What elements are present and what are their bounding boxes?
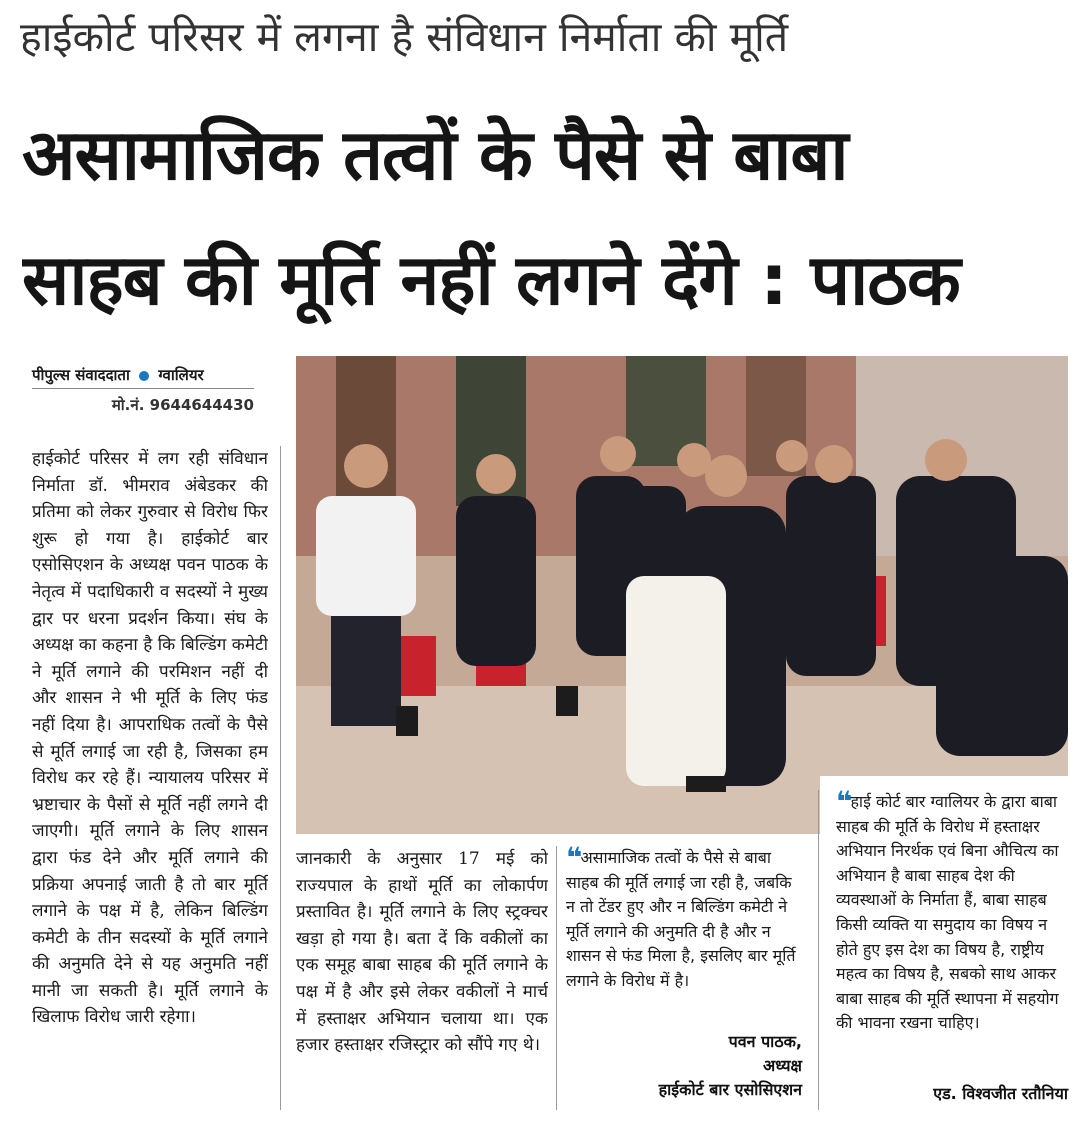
quote-box-2 <box>836 790 1068 1080</box>
quote-1-role: अध्यक्ष <box>763 1056 802 1075</box>
protest-photo-illustration <box>296 356 1068 834</box>
byline <box>32 362 254 389</box>
column-rule-2 <box>556 846 557 1110</box>
byline-author: पीपुल्स संवाददाता <box>32 366 130 384</box>
quote-mark-icon: ❝ <box>836 790 847 818</box>
news-photo <box>296 356 1068 834</box>
article-column-2: जानकारी के अनुसार 17 मई को राज्यपाल के हाथों मूर्ति का लोकार्पण प्रस्तावित है। मूर्ति लगाने के लिए स्ट्रक्चर खड़ा हो गया है। बता दें कि वकीलों का एक समूह बाबा साहब की मूर्ति लगाने के पक्ष में है और इसे लेकर वकीलों ने मार्च में हस्ताक्षर अभियान चलाया था। एक हजार हस्ताक्षर रजिस्ट्रार को सौंपे गए थे। <box>296 849 548 1056</box>
bullet-icon <box>139 371 149 381</box>
column-rule-3 <box>818 790 819 1110</box>
quote-mark-icon: ❝ <box>566 846 577 874</box>
quote-1-text: असामाजिक तत्वों के पैसे से बाबा साहब की मूर्ति लगाई जा रही है, जबकि न तो टेंडर हुए और न बिल्डिंग कमेटी ने मूर्ति लगाने की अनुमति दी है और न शासन से फंड मिला है, इसलिए बार मूर्ति लगाने के विरोध में है। <box>566 848 796 990</box>
byline-city: ग्वालियर <box>158 366 204 384</box>
kicker: हाईकोर्ट परिसर में लगना है संविधान निर्माता की मूर्ति <box>20 13 789 61</box>
quote-1-name: पवन पाठक, <box>728 1032 802 1051</box>
quote-1-signature <box>566 1030 802 1110</box>
quote-box-1 <box>566 846 802 1026</box>
quote-2-signature: एड. विश्वजीत रतौनिया <box>933 1084 1068 1103</box>
article-column-1: हाईकोर्ट परिसर में लग रही संविधान निर्माता डॉ. भीमराव अंबेडकर की प्रतिमा को लेकर गुरुवार से विरोध फिर शुरू हो गया है। हाईकोर्ट बार एसोसिएशन के अध्यक्ष पवन पाठक के नेतृत्व में पदाधिकारी व सदस्यों ने मुख्य द्वार पर धरना प्रदर्शन किया। संघ के अध्यक्ष का कहना है कि बिल्डिंग कमेटी ने मूर्ति लगाने की परमिशन नहीं दी और शासन ने भी मूर्ति के लिए फंड नहीं दिया है। आपराधिक तत्वों के पैसे से मूर्ति लगाई जा रही है, जिसका हम विरोध कर रहे हैं। न्यायालय परिसर में भ्रष्टाचार के पैसों से मूर्ति नहीं लगने दी जाएगी। मूर्ति लगाने के लिए शासन द्वारा फंड देने और मूर्ति लगाने की प्रक्रिया अपनाई जाती है तो बार मूर्ति लगाने के पक्ष में है, लेकिन बिल्डिंग कमेटी के तीन सदस्यों के मूर्ति लगाने की अनुमति देने से यह अनुमति नहीं मानी जा सकती है। मूर्ति लगाने के खिलाफ विरोध जारी रहेगा। <box>32 449 268 1028</box>
quote-1-org: हाईकोर्ट बार एसोसिएशन <box>658 1080 802 1099</box>
column-rule-1 <box>280 446 281 1110</box>
headline-line-2: साहब की मूर्ति नहीं लगने देंगे : पाठक <box>22 239 960 321</box>
headline-line-1: असामाजिक तत्वों के पैसे से बाबा <box>22 114 848 196</box>
quote-2-text: हाई कोर्ट बार ग्वालियर के द्वारा बाबा साहब की मूर्ति के विरोध में हस्ताक्षर अभियान निरर्थक एवं बिना औचित्य का अभियान है बाबा साहब देश की व्यवस्थाओं के निर्माता हैं, बाबा साहब किसी व्यक्ति या समुदाय का विषय न होते हुए इस देश का विषय है, राष्ट्रीय महत्व का विषय है, सबको साथ आकर बाबा साहब की मूर्ति स्थापना में सहयोग की भावना रखना चाहिए। <box>836 792 1059 1033</box>
byline-mobile: मो.नं. 9644644430 <box>111 396 254 414</box>
